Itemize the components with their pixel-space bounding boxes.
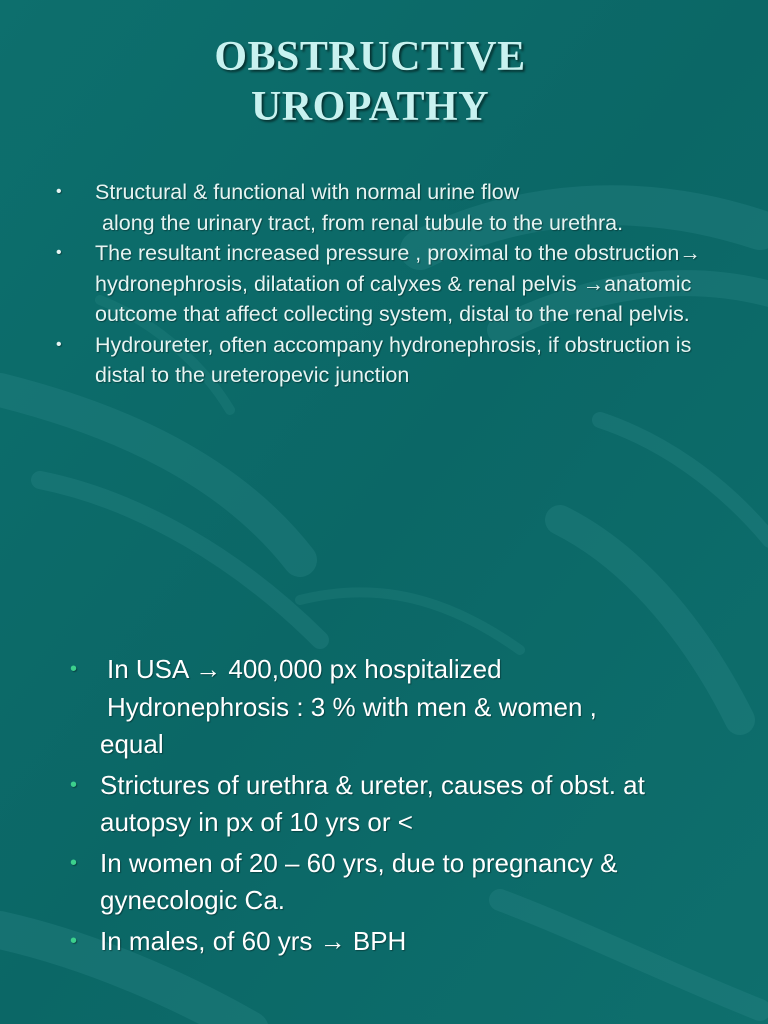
list-item xyxy=(0,923,768,961)
list-item xyxy=(0,238,768,330)
bullet-text: The resultant increased pressure , proximal to the obstruction→ hydronephrosis, dilatation of calyxes & renal pelvis →anatomic outcome that affect collecting system, distal to the renal pelvis. xyxy=(95,241,701,326)
title-line-2: UROPATHY xyxy=(250,84,490,130)
bullet-icon: • xyxy=(70,851,78,874)
epidemiology-bullet-list xyxy=(0,651,768,960)
bullet-text: Structural & functional with normal urine flow xyxy=(95,180,520,204)
bullet-icon: • xyxy=(70,658,78,680)
list-item xyxy=(0,330,768,391)
list-item xyxy=(0,767,768,842)
list-item xyxy=(0,651,768,764)
bullet-text: In USA → 400,000 px hospitalized xyxy=(107,654,502,684)
bullet-text: In males, of 60 yrs → BPH xyxy=(100,925,407,956)
definition-bullet-list xyxy=(0,177,768,391)
bullet-icon: • xyxy=(70,929,78,952)
list-item xyxy=(0,845,768,920)
title-line-1: OBSTRUCTIVE xyxy=(214,34,526,80)
list-item xyxy=(0,177,768,238)
bullet-text: In women of 20 – 60 yrs, due to pregnancy & gynecologic Ca. xyxy=(100,847,618,915)
slide-title xyxy=(0,32,740,132)
bullet-continuation-text: equal xyxy=(100,729,164,759)
bullet-text: Hydroureter, often accompany hydronephrosis, if obstruction is distal to the ureteropevic junction xyxy=(95,332,692,387)
bullet-icon: • xyxy=(56,183,62,200)
bullet-icon: • xyxy=(70,773,78,796)
bullet-text: Strictures of urethra & ureter, causes of obst. at autopsy in px of 10 yrs or < xyxy=(100,769,645,837)
bullet-icon: • xyxy=(56,335,62,353)
bullet-icon: • xyxy=(56,244,62,261)
bullet-continuation-text: along the urinary tract, from renal tubule to the urethra. xyxy=(102,210,624,235)
bullet-continuation-text: Hydronephrosis : 3 % with men & women , xyxy=(107,691,597,722)
